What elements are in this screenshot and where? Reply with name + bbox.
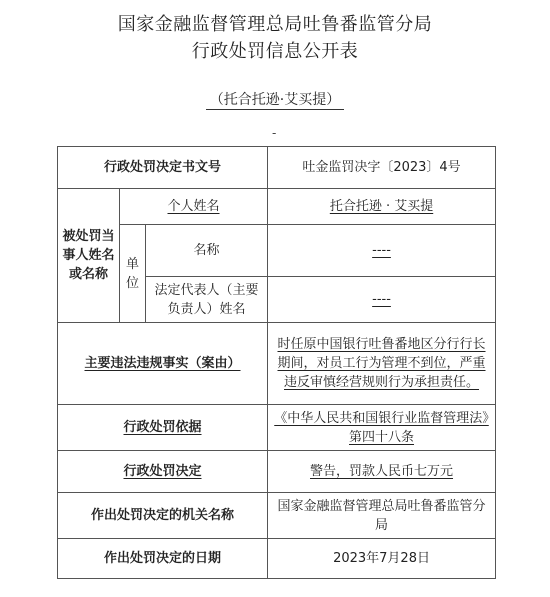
individual-value [268, 189, 496, 225]
table-row-authority [58, 493, 496, 539]
individual-label-text: 个人姓名 [167, 199, 220, 214]
decision-value [268, 451, 496, 493]
authority-label: 作出处罚决定的机关名称 [58, 493, 268, 539]
violation-label [58, 323, 268, 405]
table-row-basis [58, 405, 496, 451]
basis-label-text: 行政处罚依据 [123, 420, 202, 435]
unit-name-value-text: ---- [372, 243, 391, 258]
page-title-line2: 行政处罚信息公开表 [191, 41, 359, 62]
authority-value: 国家金融监督管理总局吐鲁番监管分局 [268, 493, 496, 539]
party-name-heading [0, 89, 550, 109]
table-row-unit-name [58, 225, 496, 277]
table-row-violation [58, 323, 496, 405]
violation-label-text: 主要违法违规事实（案由） [84, 356, 241, 371]
individual-label [120, 189, 268, 225]
unit-label: 单位 [120, 225, 146, 323]
violation-value-text: 时任原中国银行吐鲁番地区分行行长期间，对员工行为管理不到位，严重违反审慎经营规则行为承担责任。 [277, 337, 486, 390]
legal-rep-value-text: ---- [372, 292, 391, 307]
party-name-text: （托合托逊·艾买提） [206, 92, 344, 110]
decision-no-label: 行政处罚决定书文号 [58, 147, 268, 189]
basis-label [58, 405, 268, 451]
decision-no-value: 吐金监罚决字〔2023〕4号 [268, 147, 496, 189]
decision-label-text: 行政处罚决定 [123, 464, 202, 479]
unit-name-label: 名称 [146, 225, 268, 277]
basis-value [268, 405, 496, 451]
party-group-label: 被处罚当事人姓名或名称 [58, 189, 120, 323]
legal-rep-value [268, 277, 496, 323]
decision-value-text: 警告，罚款人民币七万元 [310, 464, 454, 479]
page-title-line1: 国家金融监督管理总局吐鲁番监管分局 [117, 14, 433, 35]
basis-value-text: 《中华人民共和国银行业监督管理法》第四十八条 [274, 410, 489, 445]
violation-value [268, 323, 496, 405]
date-value: 2023年7月28日 [268, 539, 496, 579]
table-row-date [58, 539, 496, 579]
table-row-decision [58, 451, 496, 493]
table-row-decision-no [58, 147, 496, 189]
date-label: 作出处罚决定的日期 [58, 539, 268, 579]
separator-mark: - [272, 126, 277, 140]
individual-value-text: 托合托逊 · 艾买提 [329, 199, 434, 214]
unit-name-value [268, 225, 496, 277]
decision-label [58, 451, 268, 493]
penalty-info-table [57, 146, 496, 579]
table-row-individual [58, 189, 496, 225]
legal-rep-label: 法定代表人（主要负责人）姓名 [146, 277, 268, 323]
